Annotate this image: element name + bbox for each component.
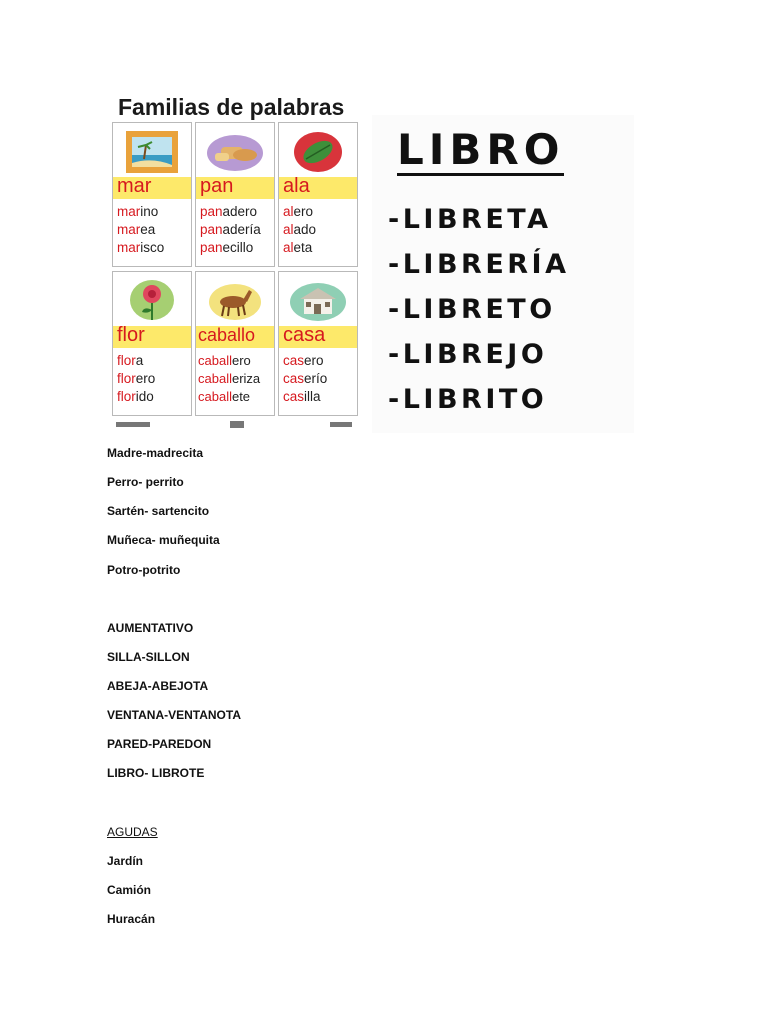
card-casa — [278, 271, 358, 416]
card-grid — [112, 122, 358, 416]
derived-words — [117, 352, 155, 406]
derived-words — [198, 352, 260, 406]
derived-word: florido — [117, 389, 154, 404]
root-word: flor — [117, 324, 145, 346]
word-families-poster — [112, 92, 362, 432]
libro-item: -LIBREJO — [388, 339, 548, 370]
derived-word: caserío — [283, 371, 328, 386]
leaf-wing-icon — [279, 125, 357, 179]
poster-title: Familias de palabras — [118, 94, 345, 120]
derived-words — [283, 203, 316, 257]
root-word: mar — [117, 175, 152, 197]
root-word: caballo — [198, 325, 256, 345]
agudas-item: Jardín — [107, 854, 144, 868]
beach-picture-icon — [113, 125, 191, 179]
house-icon — [279, 274, 357, 328]
derived-word: flora — [117, 353, 144, 368]
derived-word: alado — [283, 222, 317, 237]
agudas-item: Camión — [107, 883, 152, 897]
diminutive-item: Potro-potrito — [107, 563, 181, 577]
derived-word: panecillo — [200, 240, 254, 255]
card-pan — [195, 122, 275, 267]
libro-title: LIBRO — [397, 125, 565, 174]
derived-word: aleta — [283, 240, 313, 255]
aumentativo-item: PARED-PAREDON — [107, 737, 212, 751]
agudas-item: Huracán — [107, 912, 156, 926]
card-mar — [112, 122, 192, 267]
agudas-heading: AGUDAS — [107, 825, 158, 839]
derived-word: marino — [117, 204, 159, 219]
derived-word: florero — [117, 371, 156, 386]
root-word: pan — [200, 175, 234, 197]
derived-words — [283, 352, 327, 406]
horse-icon — [196, 274, 274, 328]
derived-word: caballete — [198, 389, 251, 404]
aumentativo-item: ABEJA-ABEJOTA — [107, 679, 209, 693]
card-flor — [112, 271, 192, 416]
derived-word: alero — [283, 204, 314, 219]
libro-list — [388, 197, 570, 422]
libro-panel — [372, 115, 634, 433]
derived-word: caballeriza — [198, 371, 261, 386]
derived-words — [117, 203, 164, 257]
derived-word: panadero — [200, 204, 258, 219]
derived-word: marisco — [117, 240, 165, 255]
derived-word: panadería — [200, 222, 261, 237]
derived-word: casero — [283, 353, 324, 368]
derived-words — [200, 203, 261, 257]
derived-word: caballero — [198, 353, 251, 368]
aumentativo-heading: AUMENTATIVO — [107, 621, 194, 635]
card-ala — [278, 122, 358, 267]
root-word: casa — [283, 324, 326, 346]
aumentativo-item: LIBRO- LIBROTE — [107, 766, 205, 780]
derived-word: casilla — [283, 389, 321, 404]
aumentativo-item: SILLA-SILLON — [107, 650, 190, 664]
libro-item: -LIBRETA — [388, 204, 552, 235]
aumentativo-item: VENTANA-VENTANOTA — [107, 708, 241, 722]
bread-icon — [196, 125, 274, 179]
derived-word: marea — [117, 222, 156, 237]
root-word: ala — [283, 175, 310, 197]
libro-item: -LIBRETO — [388, 294, 556, 325]
libro-item: -LIBRITO — [388, 384, 548, 415]
diminutive-item: Sartén- sartencito — [107, 504, 210, 518]
poster-footer-logos — [112, 418, 358, 430]
flower-icon — [113, 274, 191, 328]
card-caballo — [195, 271, 275, 416]
libro-item: -LIBRERÍA — [388, 249, 570, 280]
diminutive-item: Madre-madrecita — [107, 446, 204, 460]
diminutive-item: Muñeca- muñequita — [107, 533, 220, 547]
diminutive-item: Perro- perrito — [107, 475, 184, 489]
